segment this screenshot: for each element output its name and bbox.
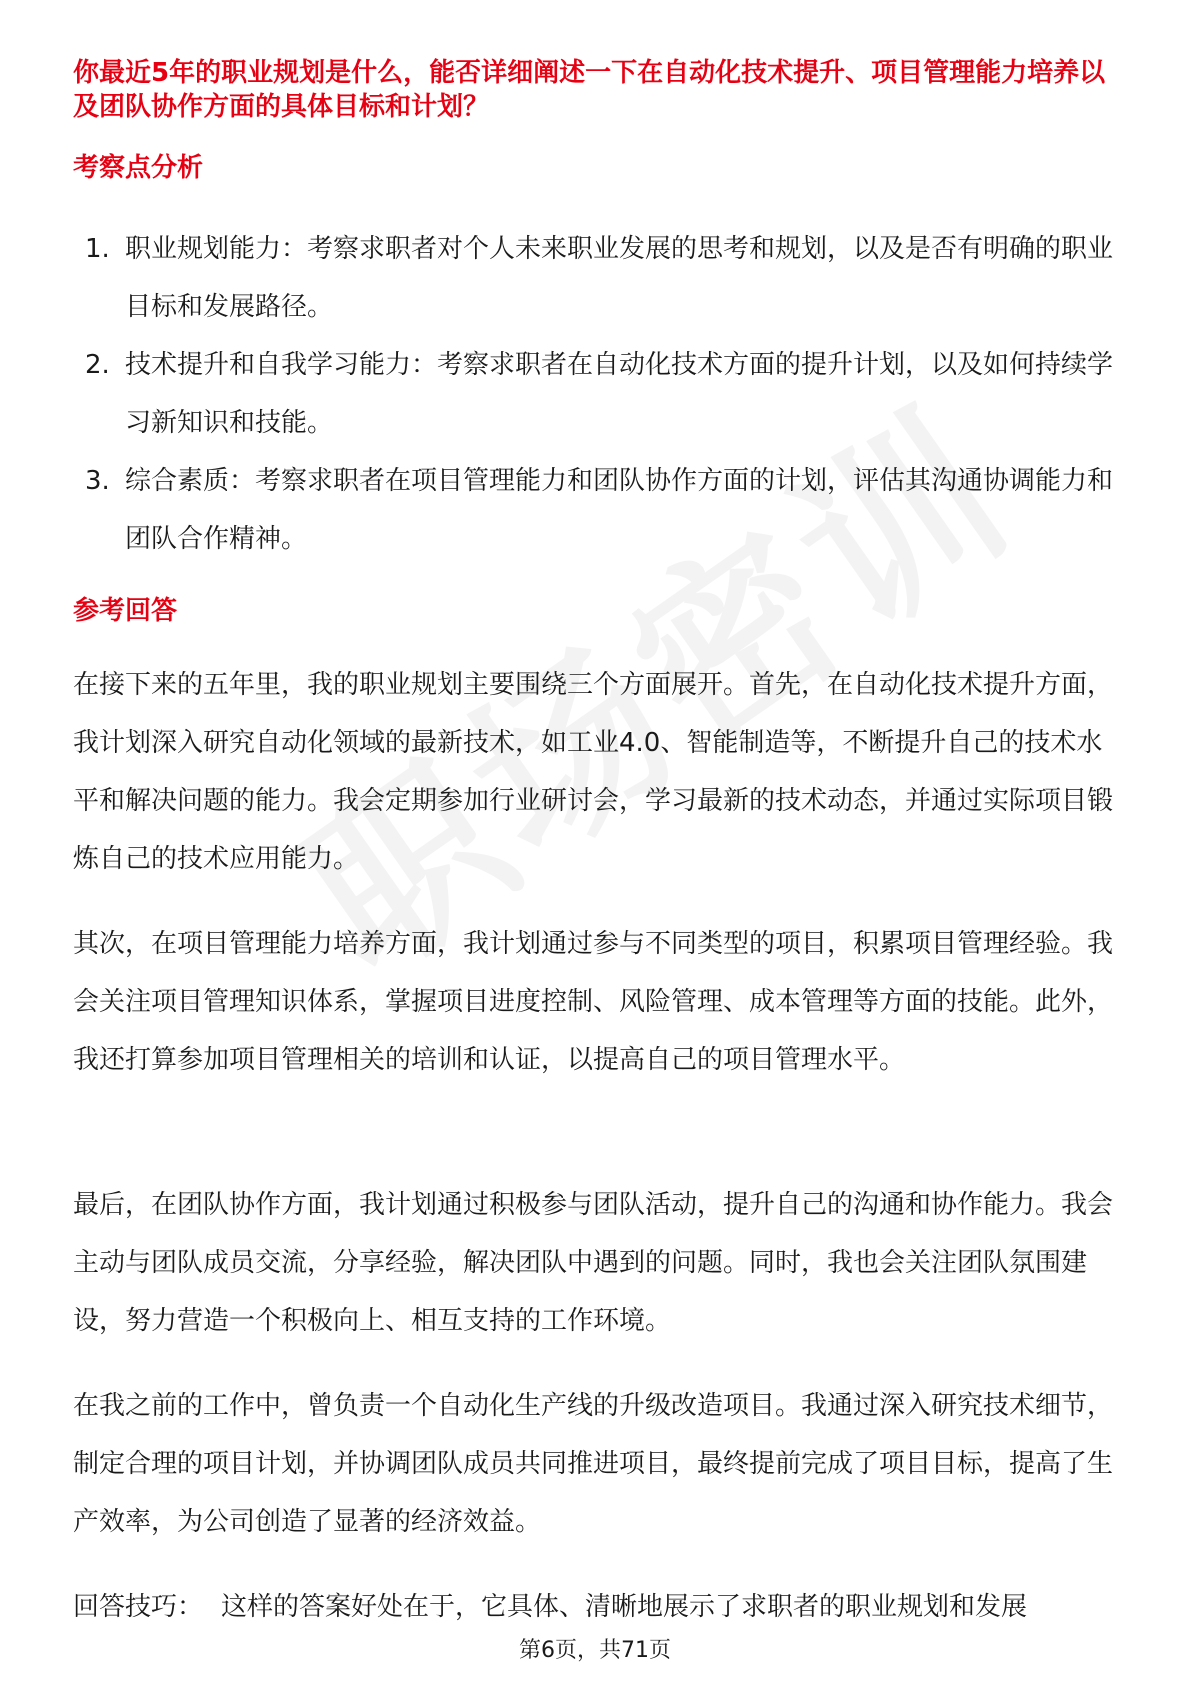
item-text: 职业规划能力：考察求职者对个人未来职业发展的思考和规划，以及是否有明确的职业目标和发展路径。 [125,234,1114,322]
analysis-item [73,220,1123,336]
tip-text: 这样的答案好处在于，它具体、清晰地展示了求职者的职业规划和发展 [221,1592,1028,1622]
tip-label: 回答技巧： [73,1592,204,1622]
answer-paragraph: 最后，在团队协作方面，我计划通过积极参与团队活动，提升自己的沟通和协作能力。我会主动与团队成员交流，分享经验，解决团队中遇到的问题。同时，我也会关注团队氛围建设，努力营造一个积极向上、相互支持的工作环境。 [73,1190,1114,1336]
item-number: 3. [85,466,110,496]
item-text: 技术提升和自我学习能力：考察求职者在自动化技术方面的提升计划，以及如何持续学习新知识和技能。 [125,350,1114,438]
answer-paragraph: 在接下来的五年里，我的职业规划主要围绕三个方面展开。首先，在自动化技术提升方面，我计划深入研究自动化领域的最新技术，如工业4.0、智能制造等，不断提升自己的技术水平和解决问题的能力。我会定期参加行业研讨会，学习最新的技术动态，并通过实际项目锻炼自己的技术应用能力。 [73,670,1114,874]
analysis-item [73,336,1123,452]
item-number: 1. [85,234,110,264]
answer-paragraph: 其次，在项目管理能力培养方面，我计划通过参与不同类型的项目，积累项目管理经验。我会关注项目管理知识体系，掌握项目进度控制、风险管理、成本管理等方面的技能。此外，我还打算参加项目管理相关的培训和认证，以提高自己的项目管理水平。 [73,929,1114,1075]
question-title: 你最近5年的职业规划是什么，能否详细阐述一下在自动化技术提升、项目管理能力培养以及团队协作方面的具体目标和计划？ [73,58,1106,122]
answer-paragraph: 在我之前的工作中，曾负责一个自动化生产线的升级改造项目。我通过深入研究技术细节，制定合理的项目计划，并协调团队成员共同推进项目，最终提前完成了项目目标，提高了生产效率，为公司创造了显著的经济效益。 [73,1391,1114,1537]
analysis-item [73,452,1123,568]
answer-tip [73,1578,1123,1636]
item-number: 2. [85,350,110,380]
page-footer: 第6页，共71页 [519,1638,671,1663]
analysis-list [73,220,1123,568]
item-text: 综合素质：考察求职者在项目管理能力和团队协作方面的计划，评估其沟通协调能力和团队合作精神。 [125,466,1114,554]
reference-heading: 参考回答 [73,596,178,626]
analysis-heading: 考察点分析 [73,153,204,183]
